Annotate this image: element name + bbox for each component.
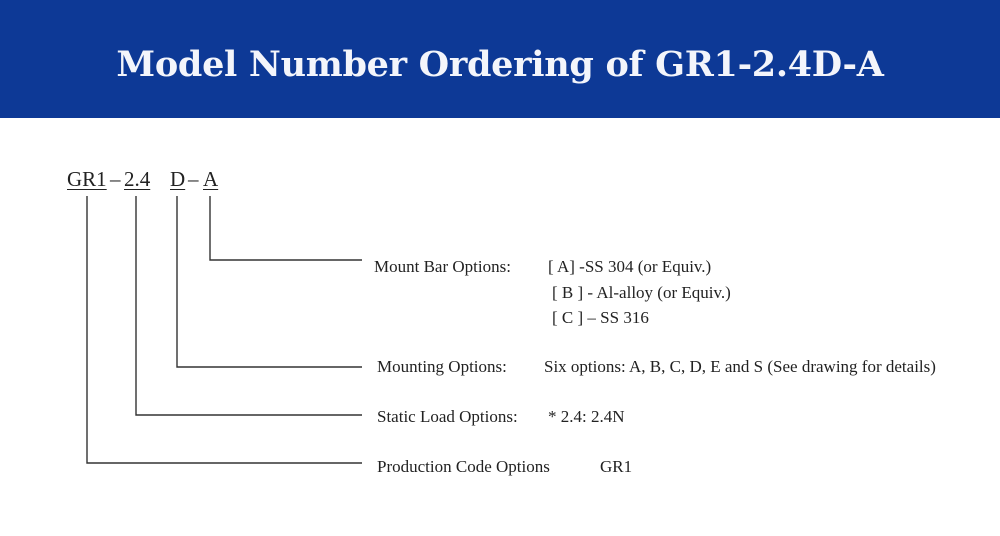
leader-line-production-code: [87, 196, 362, 463]
mount-bar-option-c: [ C ] – SS 316: [552, 308, 649, 327]
leader-line-mount-bar: [210, 196, 362, 260]
mount-bar-option-a: [ A] -SS 304 (or Equiv.): [548, 257, 712, 276]
leader-line-mounting: [177, 196, 362, 367]
page-title: Model Number Ordering of GR1-2.4D-A: [116, 44, 884, 85]
model-part-static-load: 2.4: [124, 167, 151, 191]
static-load-options-label: Static Load Options:: [377, 407, 518, 426]
mounting-options-value: Six options: A, B, C, D, E and S (See drawing for details): [544, 357, 936, 376]
leader-line-static-load: [136, 196, 362, 415]
model-separator-1: –: [110, 167, 121, 191]
production-code-options-value: GR1: [600, 457, 633, 476]
mount-bar-option-b: [ B ] - Al-alloy (or Equiv.): [552, 283, 731, 302]
mounting-options-label: Mounting Options:: [377, 357, 507, 376]
model-part-mounting: D: [170, 167, 186, 191]
static-load-options-value: * 2.4: 2.4N: [548, 407, 625, 426]
model-part-mount-bar: A: [203, 167, 219, 191]
production-code-options-label: Production Code Options: [377, 457, 550, 476]
model-part-production-code: GR1: [67, 167, 107, 191]
model-separator-2: –: [188, 167, 199, 191]
mount-bar-options-label: Mount Bar Options:: [374, 257, 511, 276]
